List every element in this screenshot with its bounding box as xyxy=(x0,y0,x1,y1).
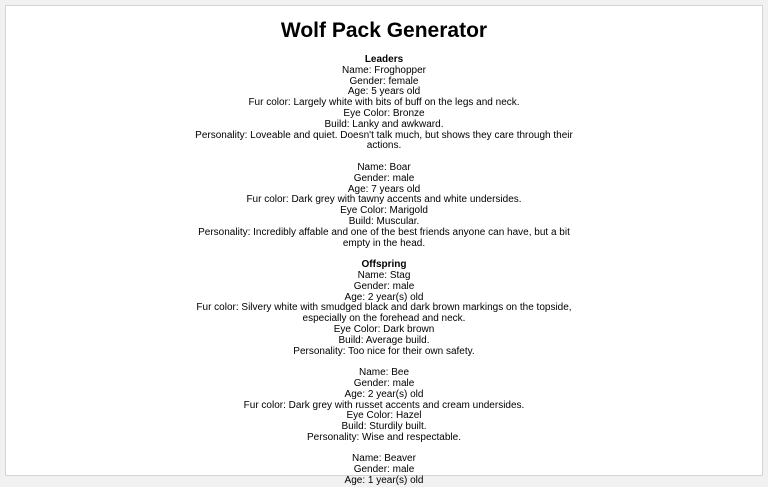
wolf-entry xyxy=(184,163,584,249)
wolf-build: Build: Average build. xyxy=(338,334,430,346)
wolf-fur-color: Fur color: Dark grey with russet accents and cream undersides. xyxy=(243,399,525,411)
wolf-fur-color: Fur color: Dark grey with tawny accents and white undersides. xyxy=(246,194,522,206)
wolf-age: Age: 2 year(s) old xyxy=(344,388,424,400)
wolf-personality: Personality: Incredibly affable and one of the best friends anyone can have, but a bit empty in the head. xyxy=(198,226,570,249)
page-frame xyxy=(5,5,763,487)
wolf-gender: Gender: male xyxy=(353,280,415,292)
wolf-gender: Gender: male xyxy=(353,464,415,476)
wolf-personality: Personality: Too nice for their own safety. xyxy=(293,345,475,357)
wolf-eye-color: Eye Color: Hazel xyxy=(346,410,422,422)
wolf-fur-color: Fur color: Largely white with bits of buff on the legs and neck. xyxy=(248,97,520,109)
wolf-gender: Gender: male xyxy=(353,377,415,389)
wolf-entry xyxy=(184,66,584,152)
wolf-entry xyxy=(184,454,584,486)
wolf-age: Age: 1 year(s) old xyxy=(344,475,424,487)
wolf-name: Name: Stag xyxy=(357,269,411,281)
wolf-name: Name: Beaver xyxy=(352,453,416,465)
wolf-age: Age: 7 years old xyxy=(347,183,421,195)
wolf-gender: Gender: male xyxy=(353,172,415,184)
wolf-fur-color: Fur color: Silvery white with smudged black and dark brown markings on the topside, especially on the forehead and neck. xyxy=(196,302,572,325)
wolf-personality: Personality: Wise and respectable. xyxy=(307,431,461,443)
wolf-eye-color: Eye Color: Marigold xyxy=(340,205,428,217)
section-heading-leaders: Leaders xyxy=(364,54,404,65)
wolf-age: Age: 2 year(s) old xyxy=(344,291,424,303)
wolf-name: Name: Boar xyxy=(357,161,411,173)
wolf-name: Name: Bee xyxy=(358,367,410,379)
wolf-personality: Personality: Loveable and quiet. Doesn't talk much, but shows they care through their actions. xyxy=(195,129,573,152)
wolf-eye-color: Eye Color: Bronze xyxy=(343,107,425,119)
wolf-build: Build: Lanky and awkward. xyxy=(324,118,444,130)
wolf-gender: Gender: female xyxy=(349,75,419,87)
section-heading-offspring: Offspring xyxy=(361,259,407,271)
wolf-build: Build: Muscular. xyxy=(348,215,420,227)
wolf-build: Build: Sturdily built. xyxy=(341,421,427,433)
wolf-entry xyxy=(184,271,584,357)
wolf-name: Name: Froghopper xyxy=(342,64,426,76)
wolf-age: Age: 5 years old xyxy=(347,86,421,98)
wolf-entry xyxy=(184,368,584,444)
page-title: Wolf Pack Generator xyxy=(280,19,488,42)
wolf-eye-color: Eye Color: Dark brown xyxy=(333,323,435,335)
generator-output xyxy=(184,55,584,487)
